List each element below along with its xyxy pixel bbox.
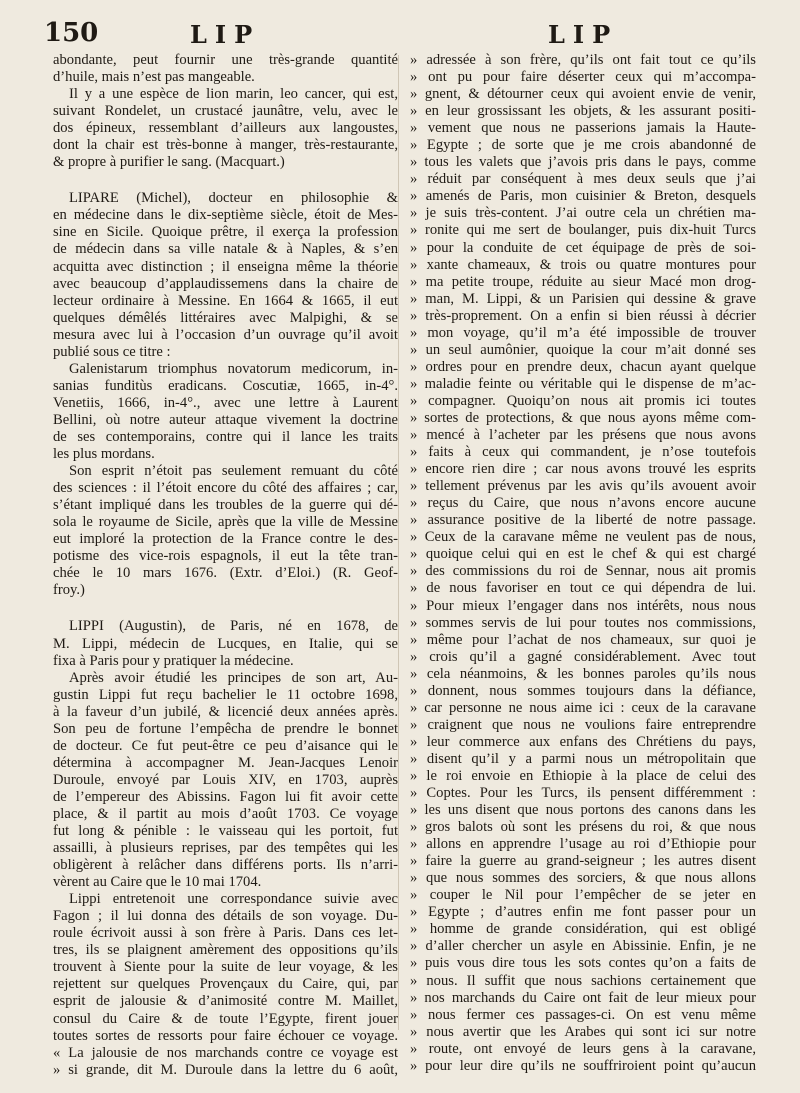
right-column-line: » ont pu pour faire déserter ceux qui m’accompa- <box>410 69 756 86</box>
left-running-headword: LIP <box>190 20 261 49</box>
left-column-line: toutes sortes de ressorts pour faire échouer ce voyage. <box>53 1027 398 1044</box>
left-column-line: rejettent sur quelques Provençaux du Caire, qui, par <box>53 976 398 993</box>
left-column-line: Fagon ; il lui donna des détails de son voyage. Du- <box>53 908 398 925</box>
left-column-line: Venetiis, 1666, in-4°., avec une lettre à Laurent <box>53 394 398 411</box>
left-column-line: abondante, peut fournir une très-grande quantité <box>53 52 398 68</box>
left-column-line: Il y a une espèce de lion marin, leo cancer, qui est, <box>69 86 398 103</box>
right-column-line: » ordres pour en prendre deux, chacun ayant quelque <box>410 358 756 375</box>
left-column-line: eut imploré la protection de la France contre le des- <box>53 531 398 548</box>
left-column-line: place, & il partit au mois d’août 1703. Ce voyage <box>53 805 398 822</box>
right-column-line: » man, M. Lippi, & un Parisien qui dessine & grave <box>410 290 756 307</box>
right-column-line: » craignent que nous ne voulions faire entreprendre <box>410 716 756 733</box>
right-running-headword: LIP <box>548 20 619 49</box>
right-column-line: » xante chameaux, & trois ou quatre montures pour <box>410 256 756 273</box>
left-column-line: chée le 10 mars 1676. (Extr. d’Eloi.) (R. Geof- <box>53 565 398 582</box>
right-column-line: » nos marchands du Caire ont fait de leur mieux pour <box>410 989 756 1006</box>
left-column-line: » si grande, dit M. Duroule dans la lettre du 6 août, <box>53 1061 398 1078</box>
left-column-line: potisme des vice-rois espagnols, il eut la tête tran- <box>53 548 398 565</box>
right-column-line: » des commissions du roi de Sennar, nous ait promis <box>410 563 756 580</box>
running-header <box>0 14 800 50</box>
left-column-line: « La jalousie de nos marchands contre ce voyage est <box>53 1044 398 1061</box>
right-column-line: » nous. Il suffit que nous sachions certainement que <box>410 972 756 989</box>
right-column-line: » faire la guerre au grand-seigneur ; les autres disent <box>410 853 756 870</box>
left-column-line: acquitta avec distinction ; il enseigna même la théorie <box>53 258 398 275</box>
right-column-line: » quoique celui qui en est le chef & qui est chargé <box>410 546 756 563</box>
left-column-line: gustin Lippi fut reçu bachelier le 11 octobre 1698, <box>53 686 398 703</box>
right-column-line: » vement que nous ne passerions jamais la Haute- <box>410 120 756 137</box>
right-column-line: » leur commerce aux enfans des Chrétiens du pays, <box>410 733 756 750</box>
right-column <box>410 52 756 1075</box>
left-column-line: obligèrent à relâcher dans différens ports. Ils n’arri- <box>53 857 398 874</box>
left-column-line: avec beaucoup d’applaudissemens dans la chaire de <box>53 275 398 292</box>
left-column-line: assailli, à plusieurs reprises, par des tempêtes qui les <box>53 840 398 857</box>
right-column-line: » ronite qui me sert de boulanger, puis dix-huit Turcs <box>410 222 756 239</box>
right-column-line: » de nous favoriser en tout ce qui dépendra de lui. <box>410 580 756 597</box>
right-column-line: » les uns disent que nous portons des canons dans les <box>410 802 756 819</box>
left-column-line: s’étant impliqué dans les troubles de la guerre qui dé- <box>53 497 398 514</box>
left-column-line: vèrent au Caire que le 10 mai 1704. <box>53 874 262 891</box>
right-column-line: » route, ont envoyé de leurs gens à la caravane, <box>410 1040 756 1057</box>
left-column-line: de docteur. Ce fut peut-être ce peu d’aisance qui le <box>53 737 398 754</box>
right-column-line: » car personne ne nous aime ici : ceux de la caravane <box>410 699 756 716</box>
paragraph-gap <box>53 599 398 618</box>
right-column-line: » amenés de Paris, mon cuisinier & Breton, desquels <box>410 188 756 205</box>
left-column-line: Bellini, où notre auteur attaque vivement la doctrine <box>53 411 398 428</box>
right-column-line: » reçus du Caire, que nous n’avons encore aucune <box>410 495 756 512</box>
right-column-line: » maladie feinte ou véritable qui le dispense de m’ac- <box>410 375 756 392</box>
left-column <box>53 52 398 1079</box>
right-column-line: » pour la conduite de cet équipage de près de soi- <box>410 239 756 256</box>
left-column-line: roule écrivoit aussi à son frère à Paris. Dans ces let- <box>53 925 398 942</box>
right-column-line: » mon voyage, qu’il m’a été impossible de trouver <box>410 324 756 341</box>
left-column-line: sola le royaume de Sicile, après que la ville de Messine <box>53 514 398 531</box>
right-column-line: » puis vous dire tous les sots contes qu’on a faits de <box>410 955 756 972</box>
right-column-line: » homme de grande considération, qui est obligé <box>410 921 756 938</box>
right-column-line: » ma petite troupe, réduite au sieur Macé mon drog- <box>410 273 756 290</box>
left-column-line: de ses contemporains, contre qui il lance les traits <box>53 428 398 445</box>
right-column-line: » nous avertir que les Arabes qui sont ici sur notre <box>410 1023 756 1040</box>
right-column-line: » réduit par conséquent à mes deux seuls que j’ai <box>410 171 756 188</box>
left-column-line: quelques démêlés littéraires avec Malpighi, & se <box>53 309 398 326</box>
right-column-line: » disent qu’il y a parmi nous un métropolitain que <box>410 750 756 767</box>
left-column-line: de l’empereur des Abissins. Fagon lui fit avoir cette <box>53 788 398 805</box>
left-column-line: Après avoir étudié les principes de son art, Au- <box>69 669 398 686</box>
left-column-line: dos épineux, ressemblant d’ailleurs aux langoustes, <box>53 120 398 137</box>
right-column-line: » assurance positive de la liberté de notre passage. <box>410 512 756 529</box>
left-column-line: Son esprit n’étoit pas seulement remuant du côté <box>69 463 398 480</box>
right-column-line: » tellement prévenus par les avis qu’ils avouent avoir <box>410 478 756 495</box>
right-column-line: » mencé à l’acheter par les présens que nous avons <box>410 427 756 444</box>
right-column-line: » Egypte ; de sorte que je me crois abandonné de <box>410 137 756 154</box>
left-column-line: trouvent à Siente pour la suite de leur voyage, & les <box>53 959 398 976</box>
right-column-line: » allons en apprendre l’usage au roi d’Ethiopie pour <box>410 836 756 853</box>
left-column-line: de médecin dans sa ville natale & à Naples, & s’en <box>53 241 398 258</box>
right-column-line: » le roi envoie en Ethiopie à la place de celui des <box>410 767 756 784</box>
left-column-line: sanias funditùs eradicans. Coscutiæ, 1665, in-4°. <box>53 377 398 394</box>
left-column-line: LIPARE (Michel), docteur en philosophie & <box>69 190 398 207</box>
right-column-line: » même pour l’achat de nos chameaux, sur quoi je <box>410 631 756 648</box>
column-divider <box>398 55 399 1030</box>
left-column-line: froy.) <box>53 582 85 599</box>
left-column-line: lecteur ordinaire à Messine. En 1664 & 1665, il eut <box>53 292 398 309</box>
right-column-line: » donnent, nous sommes toujours dans la défiance, <box>410 682 756 699</box>
right-column-line: » très-proprement. On a enfin si bien réussi à décrier <box>410 307 756 324</box>
right-column-line: » sommes servis de lui pour toutes nos commissions, <box>410 614 756 631</box>
left-column-line: & propre à purifier le sang. (Macquart.) <box>53 154 285 171</box>
left-column-line: détermina à accompagner M. Jean-Jacques Lenoir <box>53 754 398 771</box>
right-column-line: » cela néanmoins, & les bonnes paroles qu’ils nous <box>410 665 756 682</box>
right-column-line: » que nous sommes des sorciers, & que nous allons <box>410 870 756 887</box>
right-column-line: » un seul aumônier, quoique la cour m’ait donné ses <box>410 341 756 358</box>
left-column-line: des sciences : il l’étoit encore du côté des affaires ; car, <box>53 480 398 497</box>
left-column-line: publié sous ce titre : <box>53 343 171 360</box>
right-column-line: » crois qu’il a gagné considérablement. Avec tout <box>410 648 756 665</box>
right-column-line: » Coptes. Pour les Turcs, ils pensent différemment : <box>410 785 756 802</box>
right-column-line: » d’aller chercher un asyle en Abissinie. Enfin, je ne <box>410 938 756 955</box>
left-column-line: Son peu de fortune l’empêcha de prendre le bonnet <box>53 720 398 737</box>
left-column-line: fut long & pénible : le vaisseau qui les portoit, fut <box>53 823 398 840</box>
left-column-line: sine en Sicile. Quoique prêtre, il exerça la profession <box>53 224 398 241</box>
right-column-line: » gros balots où sont les présens du roi, & que nous <box>410 819 756 836</box>
paragraph-gap <box>53 171 398 190</box>
right-column-line: » Pour mieux l’engager dans nos intérêts, nous nous <box>410 597 756 614</box>
right-column-line: » Ceux de la caravane même ne veulent pas de nous, <box>410 529 756 546</box>
right-column-line: » je suis très-content. J’ai outre cela un chrétien ma- <box>410 205 756 222</box>
left-column-line: suivant Rondelet, un crustacé jaunâtre, velu, avec le <box>53 103 398 120</box>
left-column-line: les plus mordans. <box>53 446 155 463</box>
right-column-line: » adressée à son frère, qu’ils ont fait tout ce qu’ils <box>410 52 756 68</box>
left-column-line: consul du Caire & de toute l’Egypte, firent jouer <box>53 1010 398 1027</box>
left-column-line: esprit de jalousie & d’animosité contre M. Maillet, <box>53 993 398 1010</box>
right-column-line: » sortes de protections, & que nous ayons même com- <box>410 409 756 426</box>
left-column-line: Lippi entretenoit une correspondance suivie avec <box>69 891 398 908</box>
right-column-line: » en leur grossissant les objets, & les assurant positi- <box>410 103 756 120</box>
left-column-line: dont la chair est très-bonne à manger, très-restaurante, <box>53 137 398 154</box>
right-column-line: » pour leur dire qu’ils ne souffriroient point qu’aucun <box>410 1057 756 1074</box>
left-column-line: M. Lippi, médecin de Lucques, en Italie, qui se <box>53 635 398 652</box>
right-column-line: » faits à ceux qui commandent, je n’ose toutefois <box>410 444 756 461</box>
right-column-line: » gnent, & détourner ceux qui avoient envie de venir, <box>410 86 756 103</box>
left-column-line: à la faveur d’un jubilé, & licencié deux années après. <box>53 703 398 720</box>
left-column-line: Duroule, envoyé par Louis XIV, en 1703, auprès <box>53 771 398 788</box>
right-column-line: » encore rien dire ; car nous avons trouvé les esprits <box>410 461 756 478</box>
right-column-line: » nous fermer ces passages-ci. On est venu même <box>410 1006 756 1023</box>
page-number: 150 <box>44 18 99 48</box>
right-column-line: » compagner. Quoiqu’on nous ait promis ici toutes <box>410 392 756 409</box>
left-column-line: d’huile, mais n’est pas mangeable. <box>53 69 255 86</box>
right-column-line: » couper le Nil pour l’empêcher de se jeter en <box>410 887 756 904</box>
left-column-line: mesura avec lui à l’occasion d’un ouvrage qu’il avoit <box>53 326 398 343</box>
right-column-line: » Egypte ; d’autres enfin me font passer pour un <box>410 904 756 921</box>
left-column-line: Galenistarum triomphus novatorum medicorum, in- <box>69 360 398 377</box>
left-column-line: tres, ils se plaignent amèrement des oppositions qu’ils <box>53 942 398 959</box>
left-column-line: en médecine dans le dix-septième siècle, étoit de Mes- <box>53 207 398 224</box>
left-column-line: LIPPI (Augustin), de Paris, né en 1678, de <box>69 618 398 635</box>
left-column-line: fixa à Paris pour y pratiquer la médecine. <box>53 652 294 669</box>
right-column-line: » tous les valets que j’avois pris dans le pays, comme <box>410 154 756 171</box>
